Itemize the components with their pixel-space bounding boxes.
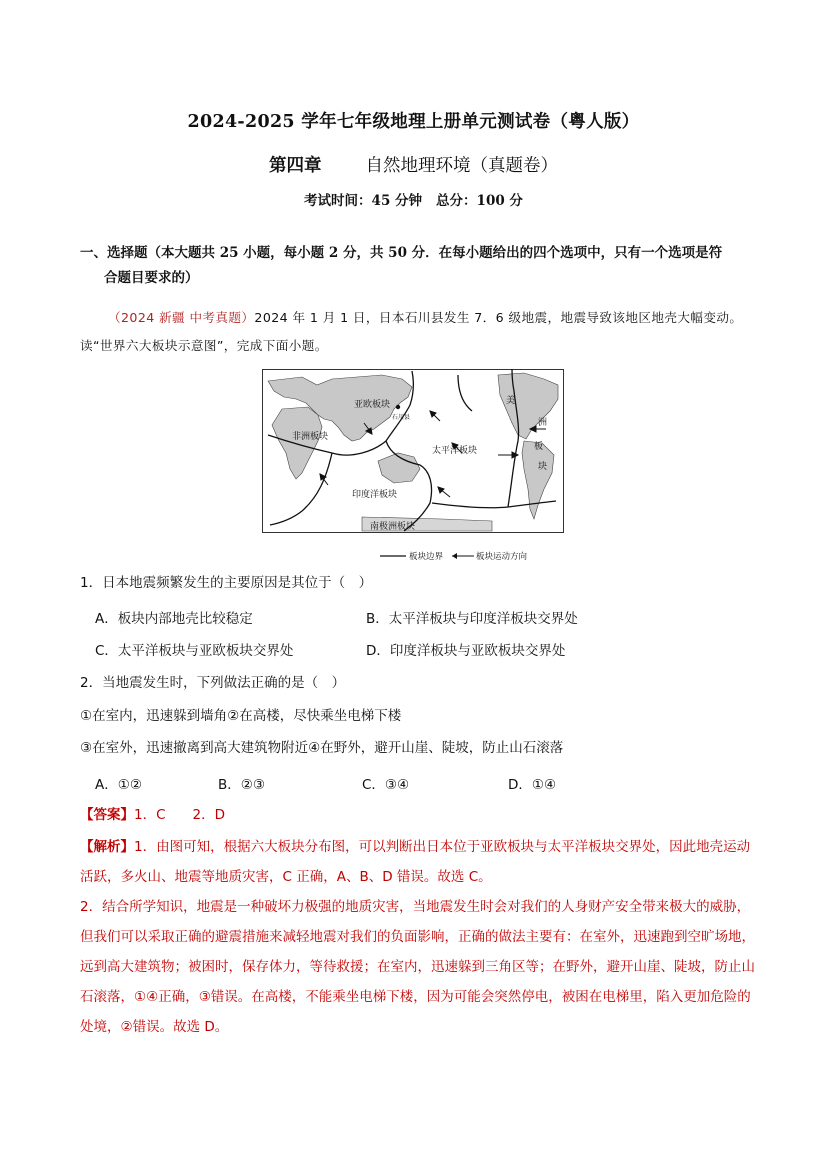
question-2-statements-2: ③在室外，迅速撤离到高大建筑物附近④在野外，避开山崖、陡坡，防止山石滚落	[80, 740, 564, 756]
q1-option-b[interactable]: B．太平洋板块与印度洋板块交界处	[366, 611, 578, 627]
analysis-label: 【解析】	[80, 839, 134, 855]
answer-block	[80, 800, 758, 830]
label-america-4: 块	[538, 462, 548, 472]
label-african-plate: 非洲板块	[292, 432, 329, 442]
q2-option-b[interactable]: B．②③	[218, 777, 265, 793]
q2-option-c[interactable]: C．③④	[362, 777, 410, 793]
section-heading-line1: 一、选择题（本大题共 25 小题，每小题 2 分，共 50 分．在每小题给出的四个选项中，只有一个选项是符	[80, 245, 723, 261]
question-1-stem: 1．日本地震频繁发生的主要原因是其位于（ ）	[80, 575, 373, 591]
question-intro	[80, 304, 755, 360]
answer-text: 1．C 2．D	[134, 807, 225, 823]
label-america-1: 美	[506, 396, 516, 406]
analysis-p1	[80, 832, 758, 892]
label-indian-plate: 印度洋板块	[352, 490, 398, 500]
analysis-block	[80, 832, 758, 1042]
exam-time: 考试时间：45 分钟	[304, 193, 423, 209]
chapter-number: 第四章	[269, 156, 322, 176]
label-america-2: 洲	[538, 418, 548, 428]
chapter-title: 自然地理环境（真题卷）	[365, 156, 558, 176]
q1-option-d[interactable]: D．印度洋板块与亚欧板块交界处	[366, 643, 566, 659]
label-ishikawa: 石川县	[392, 414, 411, 421]
legend-direction: 板块运动方向	[476, 552, 528, 562]
question-2-stem: 2．当地震发生时，下列做法正确的是（ ）	[80, 675, 346, 691]
q2-option-d[interactable]: D．①④	[508, 777, 557, 793]
label-america-3: 板	[534, 442, 544, 452]
total-score: 总分：100 分	[436, 193, 523, 209]
answer-label: 【答案】	[80, 807, 134, 823]
exam-info	[0, 189, 827, 209]
exam-title: 2024-2025 学年七年级地理上册单元测试卷（粤人版）	[187, 112, 640, 132]
label-pacific-plate: 太平洋板块	[432, 446, 478, 456]
q1-option-a[interactable]: A．板块内部地壳比较稳定	[95, 611, 253, 627]
plate-map	[262, 369, 564, 562]
question-2-statements-1: ①在室内，迅速躲到墙角②在高楼，尽快乘坐电梯下楼	[80, 708, 402, 724]
analysis-p2: 2．结合所学知识，地震是一种破坏力极强的地质灾害，当地震发生时会对我们的人身财产安全带来极大的威胁，但我们可以采取正确的避震措施来减轻地震对我们的负面影响，正确的做法主要有：在室外，迅速跑到空旷场地，远到高大建筑物；被困时，保存体力，等待救援；在室内，迅速躲到三角区等；在野外，避开山崖、陡坡，防止山石滚落，①④正确，③错误。在高楼，不能乘坐电梯下楼，因为可能会突然停电，被困在电梯里，陷入更加危险的处境，②错误。故选 D。	[80, 899, 755, 1035]
q2-option-a[interactable]: A．①②	[95, 777, 142, 793]
intro-text: 2024 年 1 月 1 日，日本石川县发生 7．6 级地震，地震导致该地区地壳大幅变动。读“世界六大板块示意图”，完成下面小题。	[80, 310, 743, 353]
chapter-heading	[0, 152, 827, 177]
section-heading-line2: 合题目要求的）	[104, 270, 199, 286]
label-eurasian-plate: 亚欧板块	[354, 400, 391, 410]
map-legend	[380, 551, 528, 562]
section-heading	[80, 241, 760, 291]
legend-boundary: 板块边界	[409, 552, 444, 562]
question-source: （2024 新疆 中考真题）	[108, 310, 255, 325]
ishikawa-marker	[396, 405, 400, 409]
analysis-p1-text: 1．由图可知，根据六大板块分布图，可以判断出日本位于亚欧板块与太平洋板块交界处，因此地壳运动活跃，多火山、地震等地质灾害，C 正确，A、B、D 错误。故选 C。	[80, 839, 751, 885]
label-antarctic-plate: 南极洲板块	[370, 522, 416, 532]
q1-option-c[interactable]: C．太平洋板块与亚欧板块交界处	[95, 643, 294, 659]
